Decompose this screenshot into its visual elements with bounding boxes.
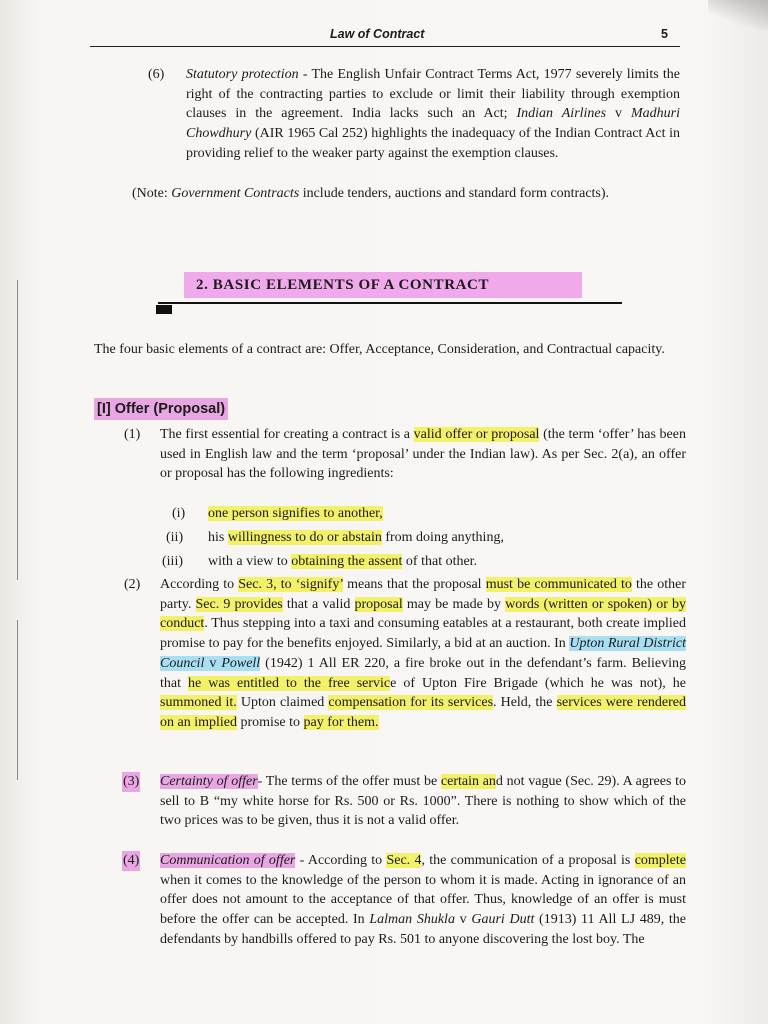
subheading-offer: [I] Offer (Proposal)	[94, 398, 228, 420]
text-run: According to	[160, 577, 239, 592]
text-run: Certainty of offer	[160, 774, 258, 789]
text-run: Government Contracts	[171, 186, 300, 201]
offer-item-2-text	[160, 575, 686, 733]
item6-number: (6)	[148, 67, 165, 82]
text-run: obtaining the assent	[291, 554, 403, 569]
text-run: e of Upton Fire Brigade (which he was not), he	[390, 675, 686, 691]
text-run: certain an	[440, 774, 496, 789]
text-run: he was entitled to the free servic	[188, 675, 391, 691]
text-run: , the communication of a proposal is	[421, 853, 635, 868]
ingredient-1-text	[208, 504, 686, 524]
text-run: complete	[634, 853, 686, 868]
offer-item-3-text	[160, 772, 686, 831]
text-run: with a view to	[208, 554, 292, 569]
text-run: v	[204, 655, 222, 671]
text-run: proposal	[354, 596, 403, 612]
section-rule	[158, 302, 622, 304]
ingredient-3-text	[208, 552, 686, 572]
item6-text	[186, 65, 680, 164]
section-rule-block	[156, 305, 172, 314]
text-run: means that the proposal	[342, 577, 486, 592]
page-number: 5	[661, 27, 668, 41]
text-run: one person signifies to another,	[208, 506, 383, 521]
text-run: Lalman Shukla	[369, 912, 455, 928]
note-text	[94, 184, 680, 204]
ingredient-2-number: (ii)	[166, 530, 184, 545]
text-run: Sec. 3, to ‘signify’	[238, 577, 343, 592]
offer-item-2-number: (2)	[124, 577, 141, 592]
offer-item-1-text	[160, 425, 686, 484]
text-run: . Held, the	[493, 695, 557, 711]
text-run: valid offer or proposal	[413, 427, 540, 442]
text-run: Statutory protection	[186, 67, 299, 82]
text-run: Sec. 9 provides	[195, 596, 283, 612]
text-run: that a valid	[282, 596, 355, 612]
offer-item-4-text	[160, 851, 686, 950]
text-run: (1913) 11 All LJ 489, the defendants by handbills offered to pay Rs. 501 to anyone discovering the lost boy. The	[160, 912, 686, 947]
text-run: Sec. 4	[386, 853, 422, 868]
text-run: Upton claimed	[236, 695, 329, 711]
text-run: v	[454, 912, 472, 928]
text-run: must be communicated to	[485, 577, 632, 592]
text-run: Powell	[221, 655, 261, 671]
ingredient-3-number: (iii)	[162, 554, 183, 569]
text-run: include tenders, auctions and standard form contracts).	[299, 186, 610, 201]
text-run: summoned it.	[160, 695, 237, 711]
offer-item-1-number: (1)	[124, 427, 141, 442]
ingredient-1-number: (i)	[172, 506, 186, 521]
text-run: Madhuri Chowdhury	[186, 106, 680, 142]
text-run: services were rendered on an implied	[160, 695, 686, 730]
text-run: of that other.	[402, 554, 478, 569]
text-run: Upton Rural District Council	[160, 636, 687, 671]
text-run: his	[208, 530, 228, 545]
text-run: Communication of offer	[160, 853, 296, 868]
text-run: the other party.	[160, 577, 687, 612]
text-run: (Note:	[132, 186, 172, 201]
text-run: - The terms of the offer must be	[257, 774, 441, 789]
running-header	[90, 24, 680, 47]
text-run: words (written or spoken) or by conduct	[160, 596, 687, 632]
text-run: willingness to do or abstain	[227, 530, 382, 545]
text-run: d not vague (Sec. 29). A agrees to sell to B “my white horse for Rs. 500 or Rs. 1000”. There is nothing to show which of the two prices was to be given, thus it is not a valid offer.	[160, 774, 687, 829]
offer-item-4-number: (4)	[122, 851, 140, 871]
text-run: (the term ‘offer’ has been used in English law and the term ‘proposal’ under the Indian law). As per Sec. 2(a), an offer or proposal has the following ingredients:	[160, 427, 686, 482]
text-run: The first essential for creating a contract is a	[160, 427, 414, 442]
text-run: may be made by	[402, 596, 506, 612]
page-corner-shadow	[708, 0, 768, 30]
ingredient-2-text	[208, 528, 686, 548]
text-run: - According to	[295, 853, 387, 868]
offer-item-3-number: (3)	[122, 772, 140, 792]
margin-mark	[17, 620, 18, 780]
text-run: from doing anything,	[381, 530, 504, 545]
text-run: - The English Unfair Contract Terms Act, 1977 severely limits the right of the contracting parties to exclude or limit their liability through exemption clauses in the agreement. India lacks such an Act;	[186, 67, 680, 122]
section-title: 2. BASIC ELEMENTS OF A CONTRACT	[184, 272, 582, 298]
text-run: v	[606, 106, 631, 122]
text-run: promise to	[237, 714, 304, 730]
text-run: (AIR 1965 Cal 252) highlights the inadequacy of the Indian Contract Act in providing relief to the weaker party against the exemption clauses.	[186, 126, 680, 161]
margin-mark	[17, 280, 18, 580]
header-title: Law of Contract	[330, 27, 425, 41]
intro-text: The four basic elements of a contract are: Offer, Acceptance, Consideration, and Contractual capacity.	[94, 342, 665, 357]
text-run: (1942) 1 All ER 220, a fire broke out in the defendant’s farm. Believing that	[160, 655, 687, 691]
text-run: Indian Airlines	[516, 106, 607, 122]
text-run: Gauri Dutt	[471, 912, 535, 928]
text-run: compensation for its services	[328, 695, 494, 711]
text-run: pay for them.	[303, 714, 379, 730]
text-run: . Thus stepping into a taxi and consuming eatables at a restaurant, both create implied promise to pay for the benefits enjoyed. Similarly, a bid at an auction. In	[160, 616, 686, 652]
text-run: when it comes to the knowledge of the person to whom it is made. Acting in ignorance of an offer does not amount to the acceptance of that offer. Thus, knowledge of an offer is must before the offer can be accepted. In	[160, 872, 686, 928]
